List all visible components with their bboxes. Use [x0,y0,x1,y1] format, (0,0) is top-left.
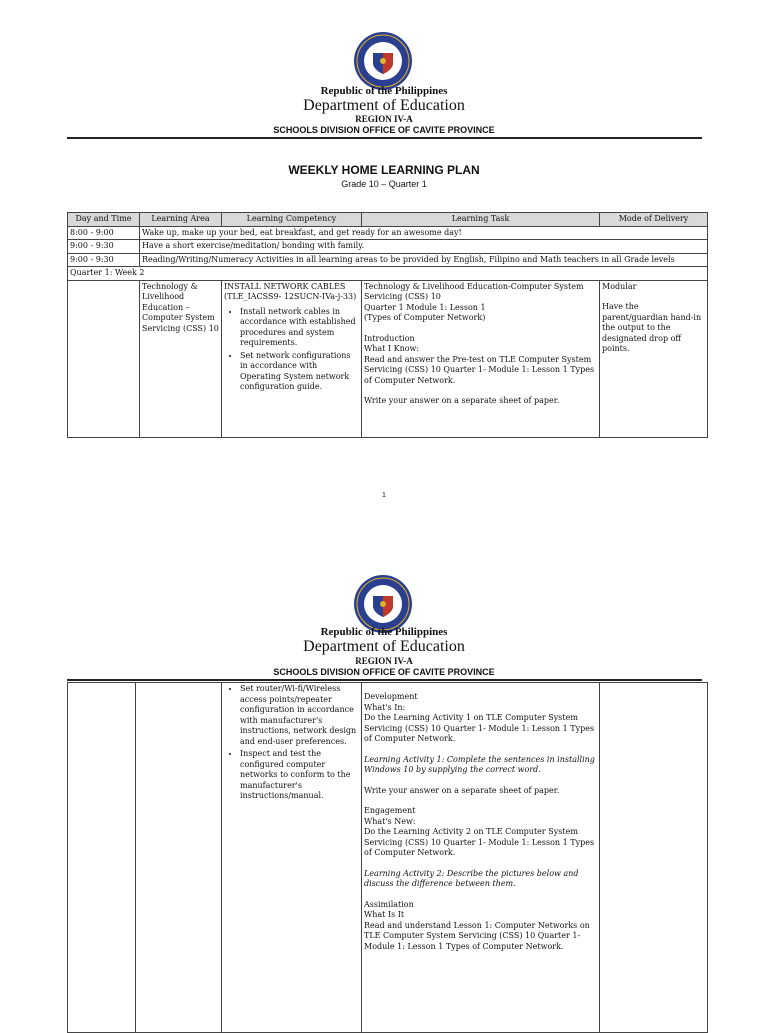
activity-instruction: Learning Activity 2: Describe the pictures below and discuss the difference between them. [364,868,579,888]
list-item: • Inspect and test the configured computer networks to conform to the manufacturer's instructions/manual. [240,749,359,802]
learning-task-cell [362,280,600,437]
competency-list [224,684,359,802]
time-cell: 8:00 - 9:00 [68,226,140,240]
task-heading: Assimilation [364,899,414,909]
competency-cell [222,280,362,437]
table-header-row [68,213,708,227]
task-line: Quarter 1 Module 1: Lesson 1 [364,302,486,312]
competency-cell [222,683,362,1033]
col-header: Mode of Delivery [600,213,708,227]
table-row [68,226,708,240]
col-header: Learning Area [140,213,222,227]
region-heading: REGION IV-A [355,656,413,666]
task-subheading: What's New: [364,816,416,826]
col-header: Day and Time [68,213,140,227]
col-header: Learning Task [362,213,600,227]
plan-subtitle: Grade 10 – Quarter 1 [341,179,427,189]
table-row [68,280,708,437]
republic-heading: Republic of the Philippines [320,626,448,638]
task-line: Read and understand Lesson 1: Computer Networks on TLE Computer System Servicing (CSS) 10 Quarter 1- Module 1: Lesson 1 Types of Computer Network. [364,920,590,951]
col-header: Learning Competency [222,213,362,227]
time-cell: 9:00 - 9:30 [68,240,140,254]
task-subheading: What's In: [364,702,406,712]
task-line: Write your answer on a separate sheet of paper. [364,396,560,405]
day-cell [68,280,140,437]
deped-seal-icon [353,31,413,91]
list-item: • Set router/Wi-fi/Wireless access points/repeater configuration in accordance with manufacturer's instructions, network design and end-user preferences. [240,684,359,747]
department-heading: Department of Education [303,97,465,114]
week-label-cell: Quarter 1: Week 2 [68,267,708,281]
routine-cell: Reading/Writing/Numeracy Activities in all learning areas to be provided by English, Filipino and Math teachers in all Grade levels [140,253,708,267]
competency-code: (TLE_IACSS9- 12SUCN-IVa-j-33) [224,292,357,301]
learning-area-cell: Technology & Livelihood Education – Computer System Servicing (CSS) 10 [140,280,222,437]
page-number: 1 [382,492,386,499]
routine-cell: Wake up, make up your bed, eat breakfast, and get ready for an awesome day! [140,226,708,240]
table-row [68,240,708,254]
task-line: Technology & Livelihood Education-Computer System Servicing (CSS) 10 [364,281,584,301]
department-heading: Department of Education [303,638,465,655]
task-line: Do the Learning Activity 2 on TLE Computer System Servicing (CSS) 10 Quarter 1- Module 1: Lesson 1 Types of Computer Network. [364,827,595,857]
page-2 [0,560,768,1024]
competency-list [224,307,359,393]
task-line: Introduction [364,333,415,343]
task-line: Write your answer on a separate sheet of paper. [364,785,560,795]
table-row [68,683,708,1033]
region-heading: REGION IV-A [355,114,413,124]
routine-cell: Have a short exercise/meditation/ bonding with family. [140,240,708,254]
task-heading: Engagement [364,806,416,815]
time-cell: 9:00 - 9:30 [68,253,140,267]
task-line: Do the Learning Activity 1 on TLE Computer System Servicing (CSS) 10 Quarter 1- Module 1: Lesson 1 Types of Computer Network. [364,713,595,743]
competency-title: INSTALL NETWORK CABLES [224,281,346,291]
activity-instruction: Learning Activity 1: Complete the sentences in installing Windows 10 by supplying the correct word. [364,754,595,774]
task-heading: Development [364,692,418,701]
learning-plan-table-continued [67,682,708,1033]
header-rule [67,137,702,139]
learning-plan-table [67,212,708,438]
plan-title: WEEKLY HOME LEARNING PLAN [288,163,480,177]
learning-task-cell [362,683,600,1033]
republic-heading: Republic of the Philippines [320,85,448,97]
task-line: What I Know: [364,344,420,353]
day-cell [68,683,136,1033]
list-item: • Install network cables in accordance with established procedures and system requirements. [240,307,359,349]
list-item: • Set network configurations in accordance with Operating System network configuration guide. [240,351,359,393]
mode-cell [600,683,708,1033]
task-line: Read and answer the Pre-test on TLE Computer System Servicing (CSS) 10 Quarter 1- Module 1: Lesson 1 Types of Computer Network. [364,354,595,385]
mode-text: Have the parent/guardian hand-in the output to the designated drop off points. [602,302,702,353]
deped-seal-icon [353,574,413,634]
division-heading: SCHOOLS DIVISION OFFICE OF CAVITE PROVINCE [273,125,495,135]
learning-area-cell [136,683,222,1033]
table-row [68,267,708,281]
task-line: (Types of Computer Network) [364,313,486,322]
mode-title: Modular [602,281,637,291]
table-row [68,253,708,267]
mode-cell [600,280,708,437]
division-heading: SCHOOLS DIVISION OFFICE OF CAVITE PROVINCE [273,667,495,677]
task-subheading: What Is It [364,910,405,919]
header-rule [67,679,702,681]
